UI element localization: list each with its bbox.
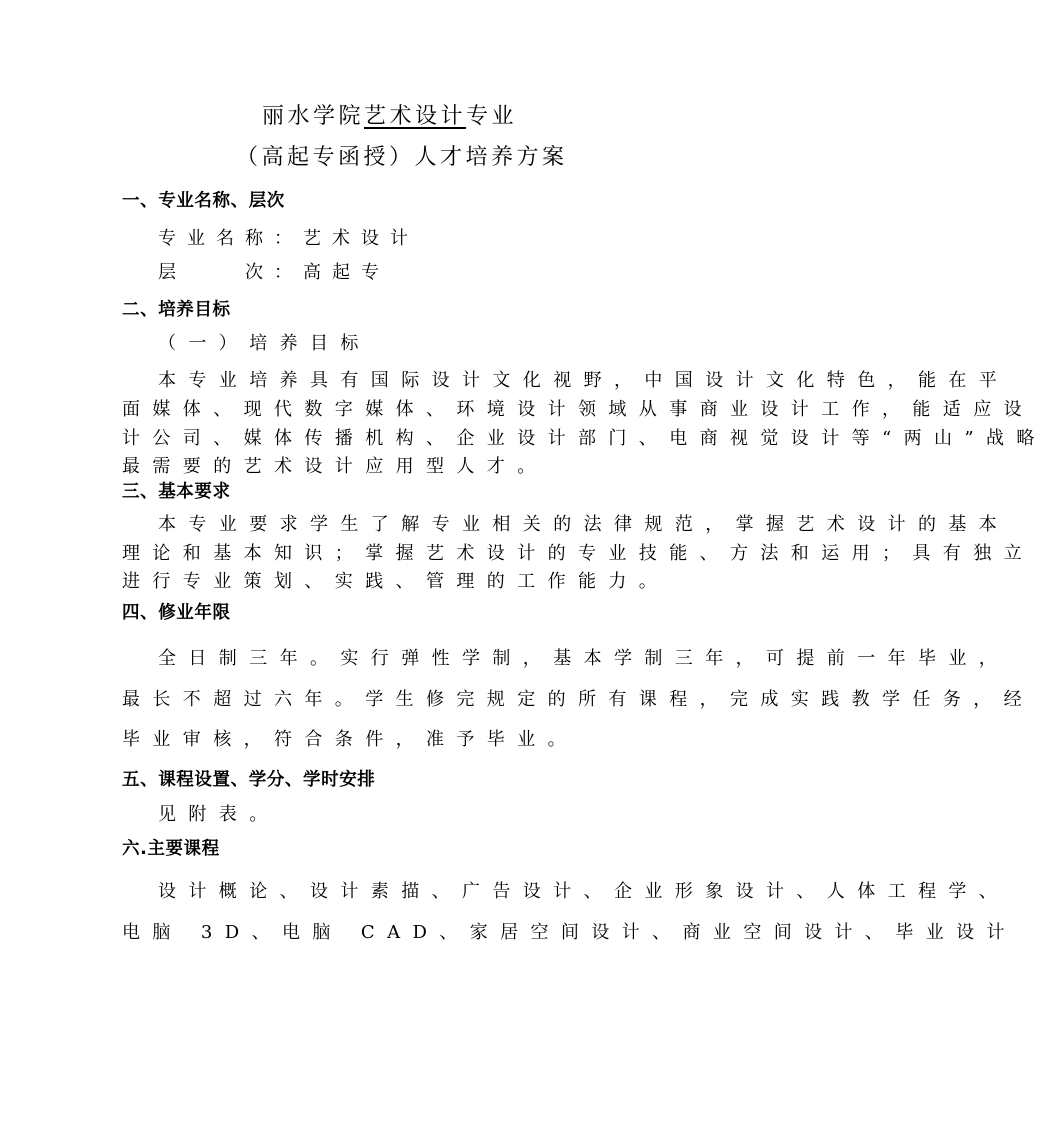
paragraph-line: 理论和基本知识；掌握艺术设计的专业技能、方法和运用；具有独立 xyxy=(122,543,1034,564)
section-heading: 五、课程设置、学分、学时安排 xyxy=(122,770,376,790)
paragraph-line: 见附表。 xyxy=(158,804,280,825)
paragraph-line: 本专业培养具有国际设计文化视野，中国设计文化特色，能在平 xyxy=(158,370,1010,391)
paragraph-line: 层 次：高起专 xyxy=(158,262,390,283)
title-major-underlined: 艺术设计 xyxy=(364,104,467,129)
paragraph-line: 毕业审核，符合条件，准予毕业。 xyxy=(122,729,578,750)
paragraph-line: 全日制三年。实行弹性学制，基本学制三年，可提前一年毕业， xyxy=(158,648,1010,669)
paragraph-line: （一）培养目标 xyxy=(158,333,371,354)
paragraph-line: 专业名称：艺术设计 xyxy=(158,228,419,249)
paragraph-line: 面媒体、现代数字媒体、环境设计领域从事商业设计工作，能适应设 xyxy=(122,399,1034,420)
document-title-line2: （高起专函授）人才培养方案 xyxy=(236,145,568,170)
title-suffix: 专业 xyxy=(466,104,518,129)
section-heading: 二、培养目标 xyxy=(122,300,231,320)
section-heading: 三、基本要求 xyxy=(122,482,231,502)
paragraph-line: 最长不超过六年。学生修完规定的所有课程，完成实践教学任务，经 xyxy=(122,689,1034,710)
section-heading: 六.主要课程 xyxy=(122,839,220,859)
paragraph-line: 设计概论、设计素描、广告设计、企业形象设计、人体工程学、 xyxy=(158,881,1010,902)
document-title-line1 xyxy=(262,106,517,128)
section-heading: 四、修业年限 xyxy=(122,603,231,623)
paragraph-line: 计公司、媒体传播机构、企业设计部门、电商视觉设计等“两山”战略 xyxy=(122,428,1047,449)
paragraph-line: 进行专业策划、实践、管理的工作能力。 xyxy=(122,571,670,592)
paragraph-line: 电脑 3D、电脑 CAD、家居空间设计、商业空间设计、毕业设计 xyxy=(122,922,1017,943)
paragraph-line: 本专业要求学生了解专业相关的法律规范，掌握艺术设计的基本 xyxy=(158,514,1010,535)
title-prefix: 丽水学院 xyxy=(262,104,365,129)
paragraph-line: 最需要的艺术设计应用型人才。 xyxy=(122,456,548,477)
section-heading: 一、专业名称、层次 xyxy=(122,191,285,211)
